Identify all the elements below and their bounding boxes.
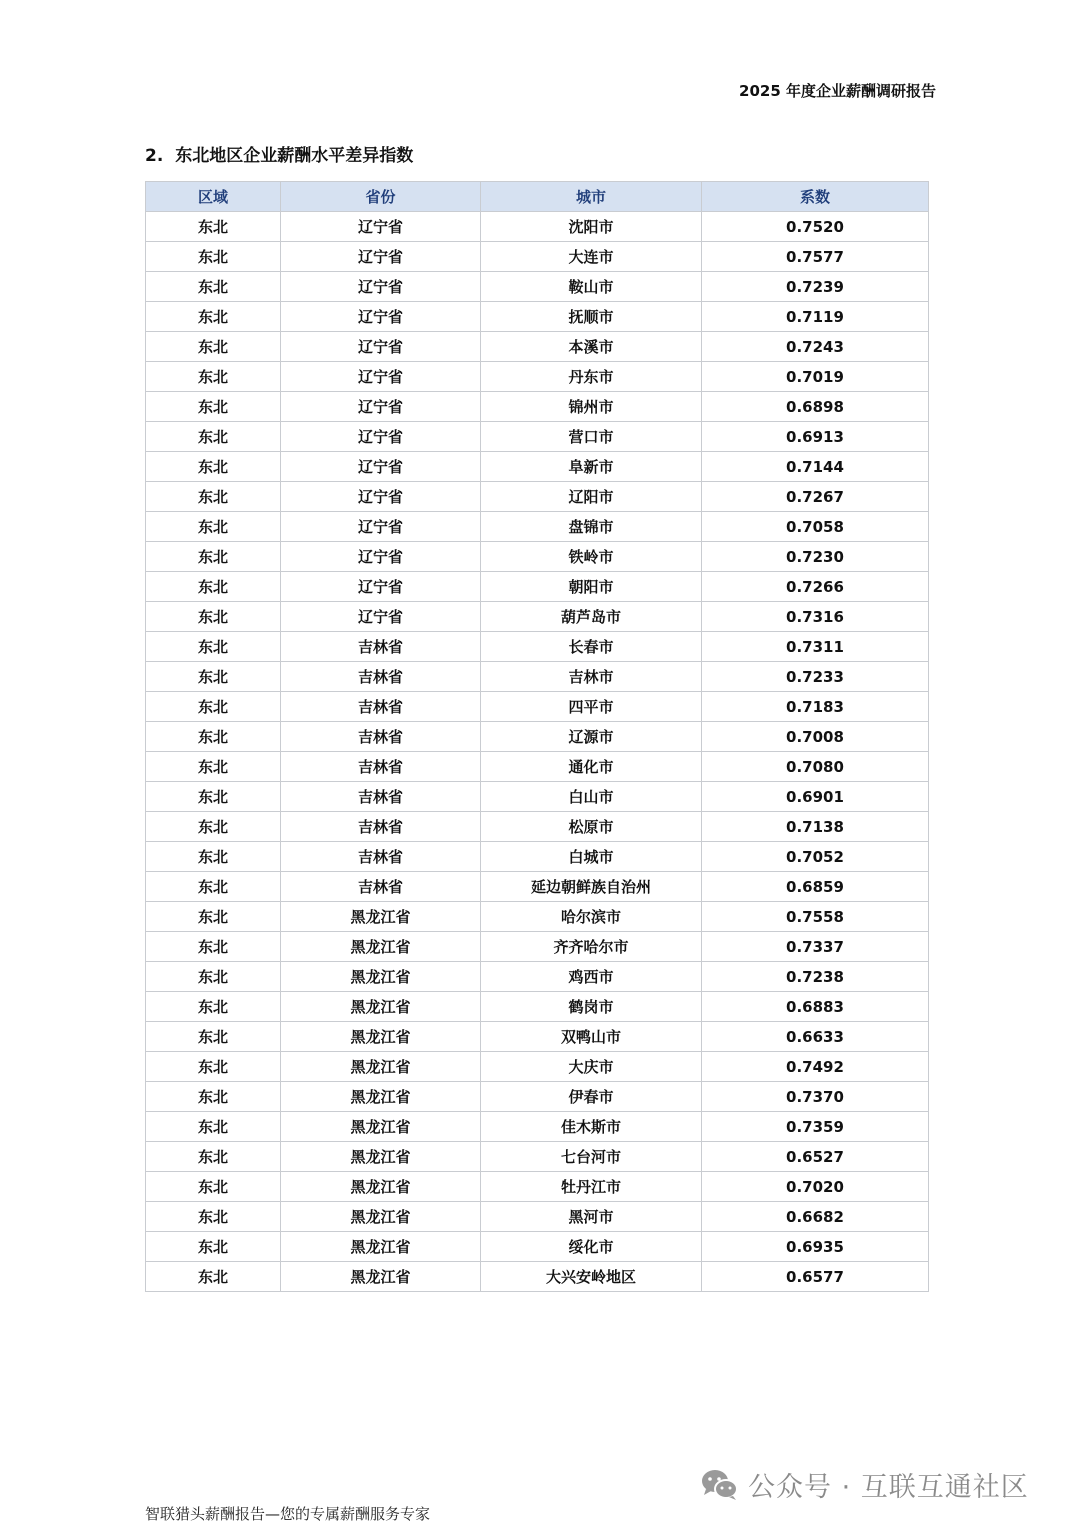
- table-row: [146, 242, 929, 272]
- cell-province: 黑龙江省: [281, 1082, 481, 1112]
- cell-coefficient: 0.6527: [702, 1142, 929, 1172]
- column-header-city: 城市: [481, 182, 702, 212]
- cell-coefficient: 0.6913: [702, 422, 929, 452]
- cell-city: 营口市: [481, 422, 702, 452]
- cell-coefficient: 0.7337: [702, 932, 929, 962]
- cell-region: 东北: [146, 542, 281, 572]
- cell-coefficient: 0.6898: [702, 392, 929, 422]
- cell-region: 东北: [146, 272, 281, 302]
- cell-region: 东北: [146, 362, 281, 392]
- cell-region: 东北: [146, 812, 281, 842]
- cell-city: 七台河市: [481, 1142, 702, 1172]
- cell-coefficient: 0.6577: [702, 1262, 929, 1292]
- table-row: [146, 302, 929, 332]
- cell-region: 东北: [146, 302, 281, 332]
- cell-region: 东北: [146, 1232, 281, 1262]
- cell-city: 四平市: [481, 692, 702, 722]
- table-row: [146, 662, 929, 692]
- cell-city: 辽源市: [481, 722, 702, 752]
- cell-province: 吉林省: [281, 752, 481, 782]
- cell-coefficient: 0.7020: [702, 1172, 929, 1202]
- cell-region: 东北: [146, 842, 281, 872]
- cell-city: 哈尔滨市: [481, 902, 702, 932]
- cell-coefficient: 0.7266: [702, 572, 929, 602]
- cell-city: 沈阳市: [481, 212, 702, 242]
- cell-province: 辽宁省: [281, 212, 481, 242]
- table-row: [146, 812, 929, 842]
- cell-city: 铁岭市: [481, 542, 702, 572]
- cell-coefficient: 0.6859: [702, 872, 929, 902]
- cell-city: 伊春市: [481, 1082, 702, 1112]
- section-heading: [145, 141, 413, 166]
- watermark-text: 公众号 · 互联互通社区: [748, 1472, 1029, 1503]
- table-row: [146, 392, 929, 422]
- cell-region: 东北: [146, 932, 281, 962]
- cell-region: 东北: [146, 752, 281, 782]
- cell-city: 鸡西市: [481, 962, 702, 992]
- cell-city: 延边朝鲜族自治州: [481, 872, 702, 902]
- cell-province: 辽宁省: [281, 332, 481, 362]
- table-row: [146, 782, 929, 812]
- cell-region: 东北: [146, 722, 281, 752]
- cell-province: 辽宁省: [281, 482, 481, 512]
- cell-coefficient: 0.6883: [702, 992, 929, 1022]
- cell-province: 辽宁省: [281, 362, 481, 392]
- cell-province: 黑龙江省: [281, 992, 481, 1022]
- table-row: [146, 212, 929, 242]
- table-row: [146, 482, 929, 512]
- cell-region: 东北: [146, 452, 281, 482]
- cell-province: 黑龙江省: [281, 932, 481, 962]
- cell-region: 东北: [146, 482, 281, 512]
- cell-province: 吉林省: [281, 662, 481, 692]
- section-title: 东北地区企业薪酬水平差异指数: [175, 146, 414, 166]
- cell-region: 东北: [146, 1082, 281, 1112]
- cell-province: 辽宁省: [281, 512, 481, 542]
- section-number: 2.: [145, 146, 164, 166]
- cell-coefficient: 0.7311: [702, 632, 929, 662]
- cell-region: 东北: [146, 1022, 281, 1052]
- cell-region: 东北: [146, 662, 281, 692]
- cell-coefficient: 0.6935: [702, 1232, 929, 1262]
- cell-region: 东北: [146, 1052, 281, 1082]
- column-header-region: 区域: [146, 182, 281, 212]
- cell-coefficient: 0.7138: [702, 812, 929, 842]
- cell-region: 东北: [146, 512, 281, 542]
- cell-city: 通化市: [481, 752, 702, 782]
- cell-city: 大庆市: [481, 1052, 702, 1082]
- cell-province: 辽宁省: [281, 242, 481, 272]
- cell-region: 东北: [146, 782, 281, 812]
- cell-city: 吉林市: [481, 662, 702, 692]
- table-row: [146, 872, 929, 902]
- table-row: [146, 962, 929, 992]
- table-row: [146, 422, 929, 452]
- cell-province: 吉林省: [281, 872, 481, 902]
- table-row: [146, 542, 929, 572]
- cell-province: 辽宁省: [281, 572, 481, 602]
- table-row: [146, 272, 929, 302]
- cell-coefficient: 0.6633: [702, 1022, 929, 1052]
- cell-coefficient: 0.7370: [702, 1082, 929, 1112]
- cell-region: 东北: [146, 632, 281, 662]
- cell-province: 辽宁省: [281, 452, 481, 482]
- cell-city: 锦州市: [481, 392, 702, 422]
- cell-coefficient: 0.7233: [702, 662, 929, 692]
- cell-region: 东北: [146, 212, 281, 242]
- cell-city: 双鸭山市: [481, 1022, 702, 1052]
- cell-city: 白山市: [481, 782, 702, 812]
- cell-coefficient: 0.7359: [702, 1112, 929, 1142]
- table-row: [146, 722, 929, 752]
- cell-region: 东北: [146, 572, 281, 602]
- table-header: [146, 182, 929, 212]
- table-row: [146, 632, 929, 662]
- cell-province: 黑龙江省: [281, 902, 481, 932]
- cell-province: 吉林省: [281, 842, 481, 872]
- cell-region: 东北: [146, 902, 281, 932]
- cell-region: 东北: [146, 422, 281, 452]
- cell-city: 长春市: [481, 632, 702, 662]
- cell-coefficient: 0.7144: [702, 452, 929, 482]
- cell-region: 东北: [146, 332, 281, 362]
- table-row: [146, 512, 929, 542]
- cell-province: 吉林省: [281, 632, 481, 662]
- cell-city: 朝阳市: [481, 572, 702, 602]
- cell-region: 东北: [146, 242, 281, 272]
- cell-region: 东北: [146, 1142, 281, 1172]
- cell-province: 辽宁省: [281, 542, 481, 572]
- cell-region: 东北: [146, 392, 281, 422]
- cell-coefficient: 0.7008: [702, 722, 929, 752]
- cell-province: 吉林省: [281, 722, 481, 752]
- table-row: [146, 902, 929, 932]
- table-row: [146, 332, 929, 362]
- cell-city: 大兴安岭地区: [481, 1262, 702, 1292]
- cell-city: 佳木斯市: [481, 1112, 702, 1142]
- cell-city: 本溪市: [481, 332, 702, 362]
- cell-province: 黑龙江省: [281, 1262, 481, 1292]
- cell-coefficient: 0.7080: [702, 752, 929, 782]
- cell-coefficient: 0.7239: [702, 272, 929, 302]
- cell-province: 黑龙江省: [281, 962, 481, 992]
- table-row: [146, 842, 929, 872]
- cell-region: 东北: [146, 872, 281, 902]
- cell-coefficient: 0.6901: [702, 782, 929, 812]
- cell-city: 辽阳市: [481, 482, 702, 512]
- cell-coefficient: 0.7316: [702, 602, 929, 632]
- cell-province: 辽宁省: [281, 392, 481, 422]
- table-row: [146, 692, 929, 722]
- cell-region: 东北: [146, 1202, 281, 1232]
- cell-province: 辽宁省: [281, 272, 481, 302]
- cell-city: 大连市: [481, 242, 702, 272]
- table-row: [146, 1262, 929, 1292]
- cell-province: 黑龙江省: [281, 1022, 481, 1052]
- table-header-row: [146, 182, 929, 212]
- cell-city: 白城市: [481, 842, 702, 872]
- table-row: [146, 1232, 929, 1262]
- table-row: [146, 1112, 929, 1142]
- salary-index-table: [145, 181, 929, 1292]
- cell-city: 绥化市: [481, 1232, 702, 1262]
- cell-province: 黑龙江省: [281, 1202, 481, 1232]
- table-row: [146, 452, 929, 482]
- cell-region: 东北: [146, 1112, 281, 1142]
- cell-city: 鞍山市: [481, 272, 702, 302]
- table-row: [146, 932, 929, 962]
- cell-city: 盘锦市: [481, 512, 702, 542]
- column-header-coefficient: 系数: [702, 182, 929, 212]
- cell-province: 黑龙江省: [281, 1142, 481, 1172]
- cell-region: 东北: [146, 992, 281, 1022]
- cell-province: 黑龙江省: [281, 1052, 481, 1082]
- cell-region: 东北: [146, 962, 281, 992]
- table-body: [146, 212, 929, 1292]
- table-row: [146, 752, 929, 782]
- report-header-title: 2025 年度企业薪酬调研报告: [739, 82, 936, 100]
- cell-city: 丹东市: [481, 362, 702, 392]
- cell-coefficient: 0.6682: [702, 1202, 929, 1232]
- cell-coefficient: 0.7577: [702, 242, 929, 272]
- cell-coefficient: 0.7243: [702, 332, 929, 362]
- cell-province: 辽宁省: [281, 422, 481, 452]
- table-row: [146, 1082, 929, 1112]
- table-row: [146, 1022, 929, 1052]
- cell-city: 黑河市: [481, 1202, 702, 1232]
- cell-coefficient: 0.7052: [702, 842, 929, 872]
- table-row: [146, 1052, 929, 1082]
- cell-coefficient: 0.7019: [702, 362, 929, 392]
- wechat-icon: [700, 1468, 740, 1502]
- table-row: [146, 1202, 929, 1232]
- cell-province: 黑龙江省: [281, 1172, 481, 1202]
- cell-coefficient: 0.7520: [702, 212, 929, 242]
- table-row: [146, 602, 929, 632]
- table-row: [146, 1142, 929, 1172]
- cell-city: 阜新市: [481, 452, 702, 482]
- cell-coefficient: 0.7183: [702, 692, 929, 722]
- column-header-province: 省份: [281, 182, 481, 212]
- cell-city: 葫芦岛市: [481, 602, 702, 632]
- cell-coefficient: 0.7558: [702, 902, 929, 932]
- cell-coefficient: 0.7492: [702, 1052, 929, 1082]
- table-row: [146, 1172, 929, 1202]
- table-row: [146, 362, 929, 392]
- cell-province: 吉林省: [281, 812, 481, 842]
- cell-province: 辽宁省: [281, 602, 481, 632]
- watermark: [700, 1465, 1029, 1504]
- cell-city: 抚顺市: [481, 302, 702, 332]
- table-row: [146, 992, 929, 1022]
- cell-province: 吉林省: [281, 782, 481, 812]
- table-row: [146, 572, 929, 602]
- footer-text: 智联猎头薪酬报告—您的专属薪酬服务专家: [145, 1505, 431, 1523]
- cell-coefficient: 0.7058: [702, 512, 929, 542]
- cell-city: 齐齐哈尔市: [481, 932, 702, 962]
- cell-region: 东北: [146, 1172, 281, 1202]
- cell-region: 东北: [146, 692, 281, 722]
- cell-province: 黑龙江省: [281, 1232, 481, 1262]
- cell-region: 东北: [146, 602, 281, 632]
- cell-city: 鹤岗市: [481, 992, 702, 1022]
- cell-province: 黑龙江省: [281, 1112, 481, 1142]
- cell-city: 松原市: [481, 812, 702, 842]
- cell-coefficient: 0.7238: [702, 962, 929, 992]
- cell-coefficient: 0.7267: [702, 482, 929, 512]
- cell-province: 吉林省: [281, 692, 481, 722]
- cell-city: 牡丹江市: [481, 1172, 702, 1202]
- cell-province: 辽宁省: [281, 302, 481, 332]
- cell-coefficient: 0.7119: [702, 302, 929, 332]
- cell-coefficient: 0.7230: [702, 542, 929, 572]
- cell-region: 东北: [146, 1262, 281, 1292]
